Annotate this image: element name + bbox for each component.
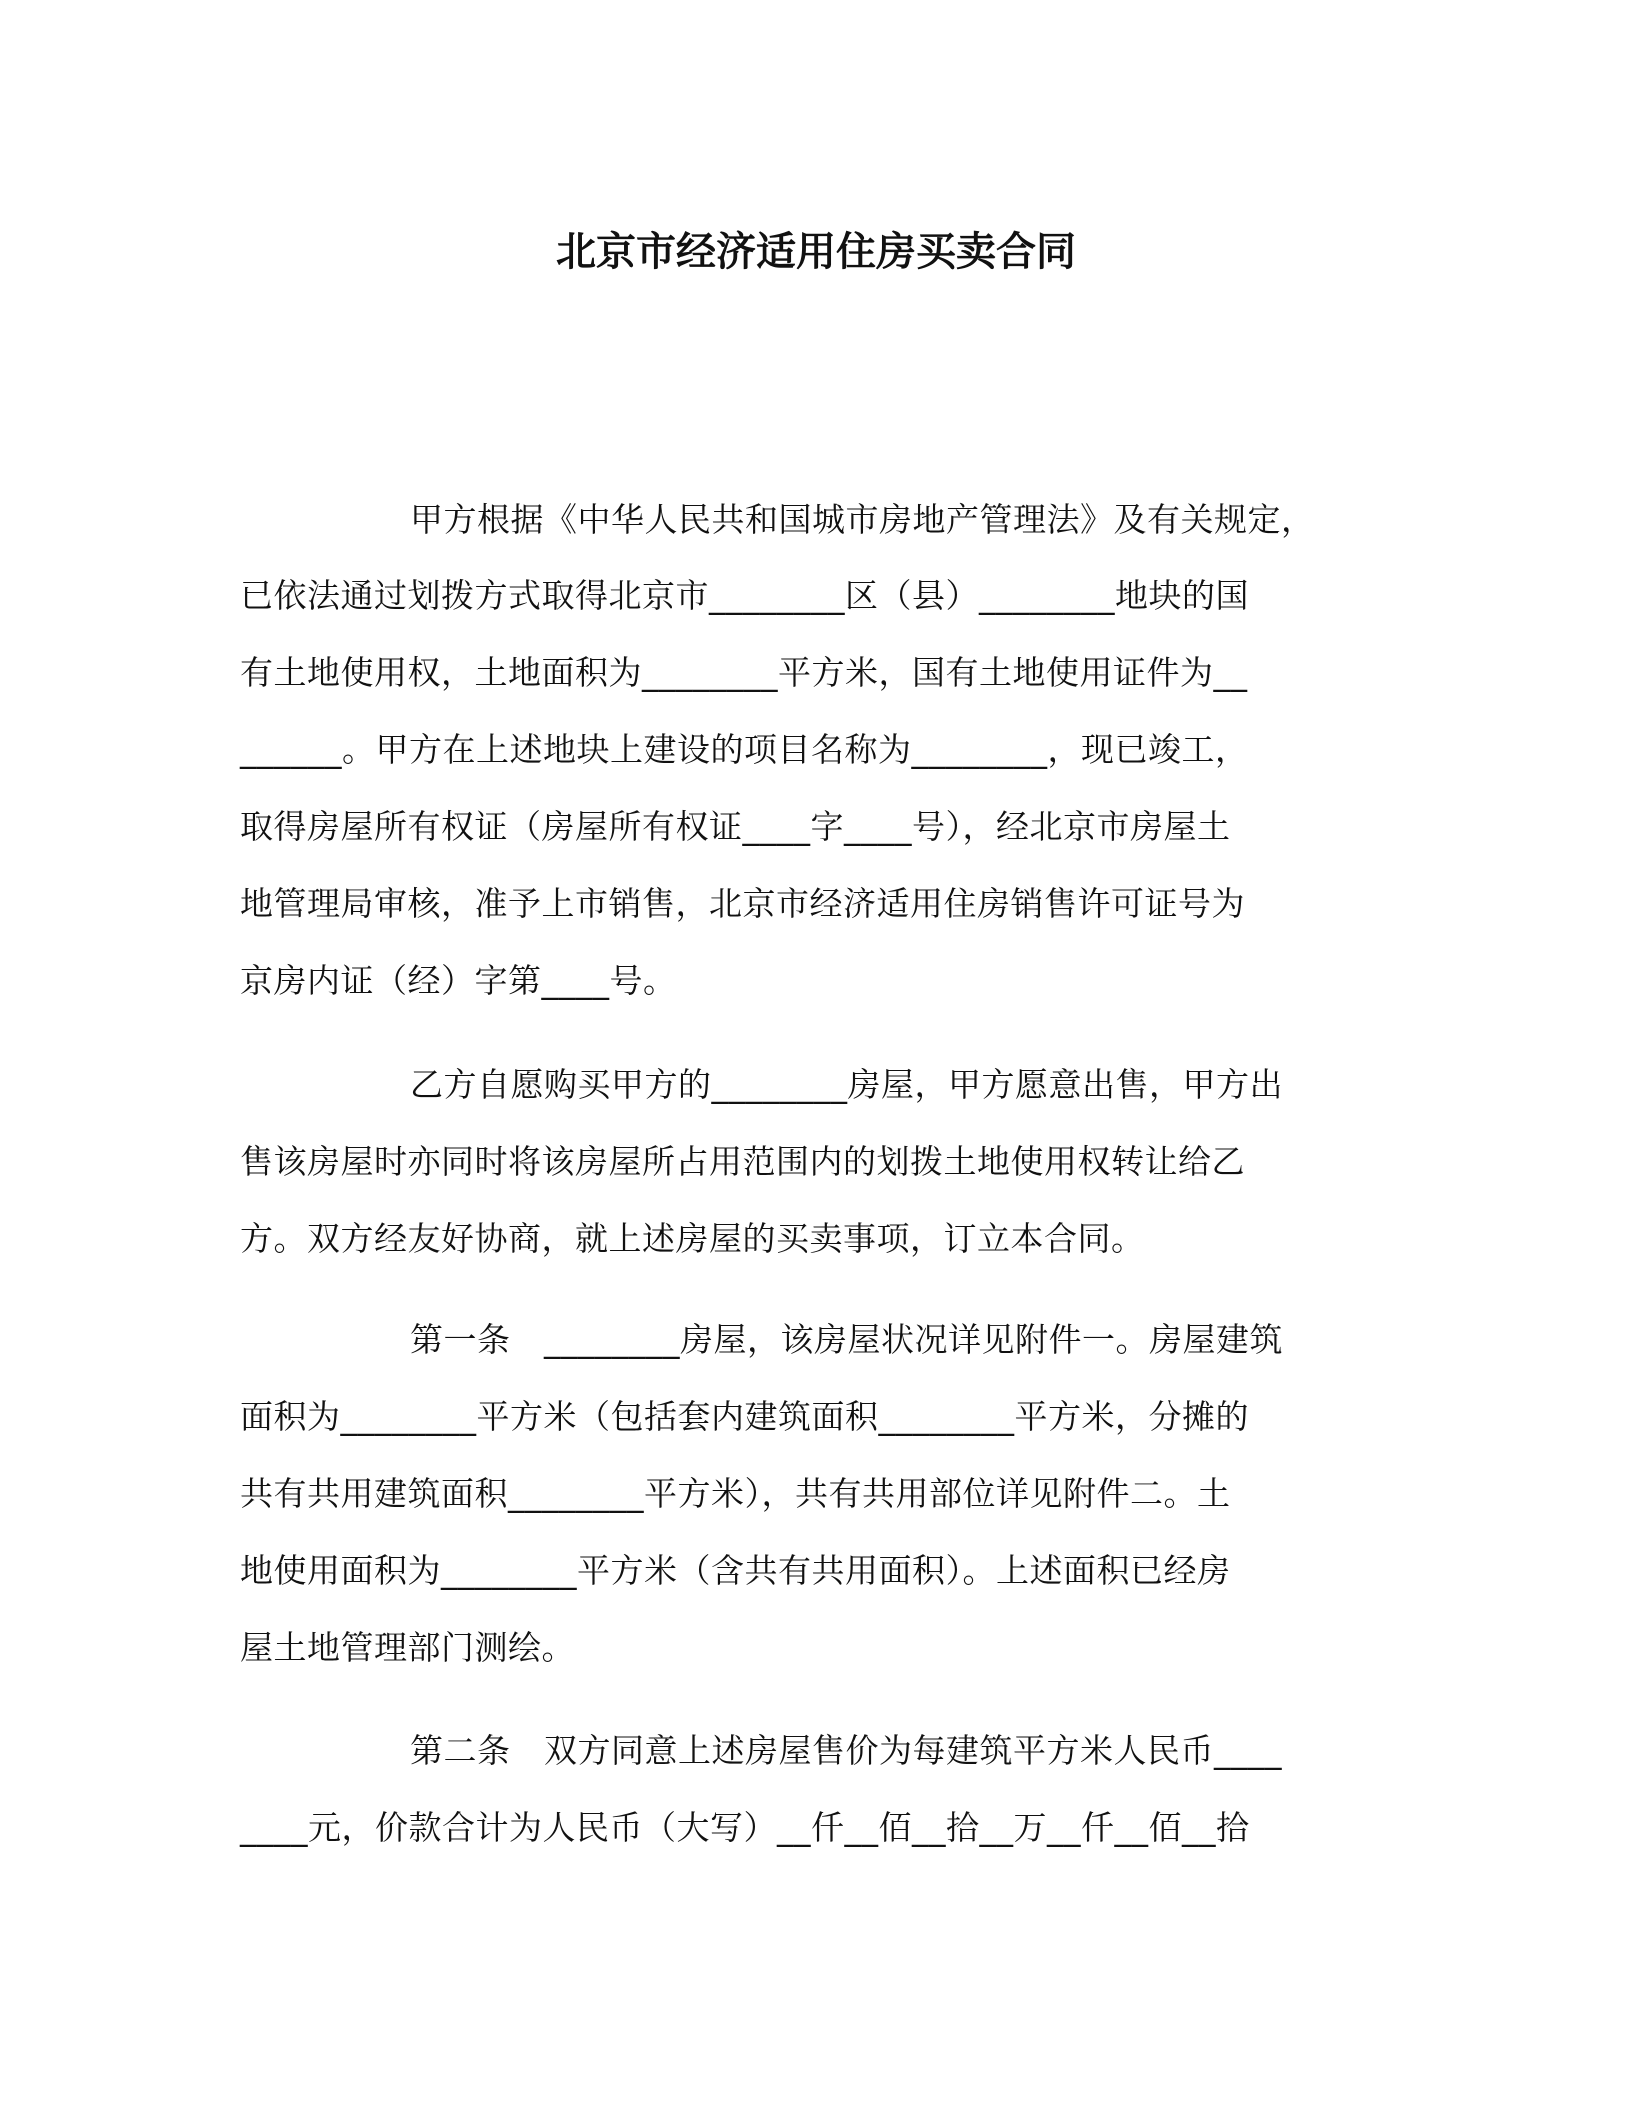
paragraph2-line-3: 方。双方经友好协商，就上述房屋的买卖事项，订立本合同。 [240, 1219, 1145, 1258]
paragraph2-line-1: 乙方自愿购买甲方的________房屋，甲方愿意出售，甲方出 [410, 1065, 1283, 1104]
preamble-line-1: 甲方根据《中华人民共和国城市房地产管理法》及有关规定， [410, 500, 1315, 539]
article1-line-5: 屋土地管理部门测绘。 [240, 1628, 575, 1667]
preamble-line-2: 已依法通过划拨方式取得北京市________区（县）________地块的国 [240, 576, 1249, 615]
article1-line-2: 面积为________平方米（包括套内建筑面积________平方米，分摊的 [240, 1397, 1249, 1436]
preamble-line-3: 有土地使用权，土地面积为________平方米，国有土地使用证件为__ [240, 653, 1248, 692]
article1-line-4: 地使用面积为________平方米（含共有共用面积）。上述面积已经房 [240, 1551, 1231, 1590]
preamble-line-4: ______。甲方在上述地块上建设的项目名称为________，现已竣工， [240, 730, 1249, 769]
document-title: 北京市经济适用住房买卖合同 [556, 229, 1076, 275]
preamble-line-6: 地管理局审核，准予上市销售，北京市经济适用住房销售许可证号为 [240, 884, 1245, 923]
article2-line-2: ____元，价款合计为人民币（大写）__仟__佰__拾__万__仟__佰__拾 [240, 1808, 1250, 1847]
preamble-line-7: 京房内证（经）字第____号。 [240, 961, 677, 1000]
article1-line-3: 共有共用建筑面积________平方米），共有共用部位详见附件二。土 [240, 1474, 1231, 1513]
paragraph2-line-2: 售该房屋时亦同时将该房屋所占用范围内的划拨土地使用权转让给乙 [240, 1142, 1245, 1181]
article2-line-1: 第二条 双方同意上述房屋售价为每建筑平方米人民币____ [410, 1731, 1282, 1770]
preamble-line-5: 取得房屋所有权证（房屋所有权证____字____号），经北京市房屋土 [240, 807, 1231, 846]
article1-line-1: 第一条 ________房屋，该房屋状况详见附件一。房屋建筑 [410, 1320, 1283, 1359]
